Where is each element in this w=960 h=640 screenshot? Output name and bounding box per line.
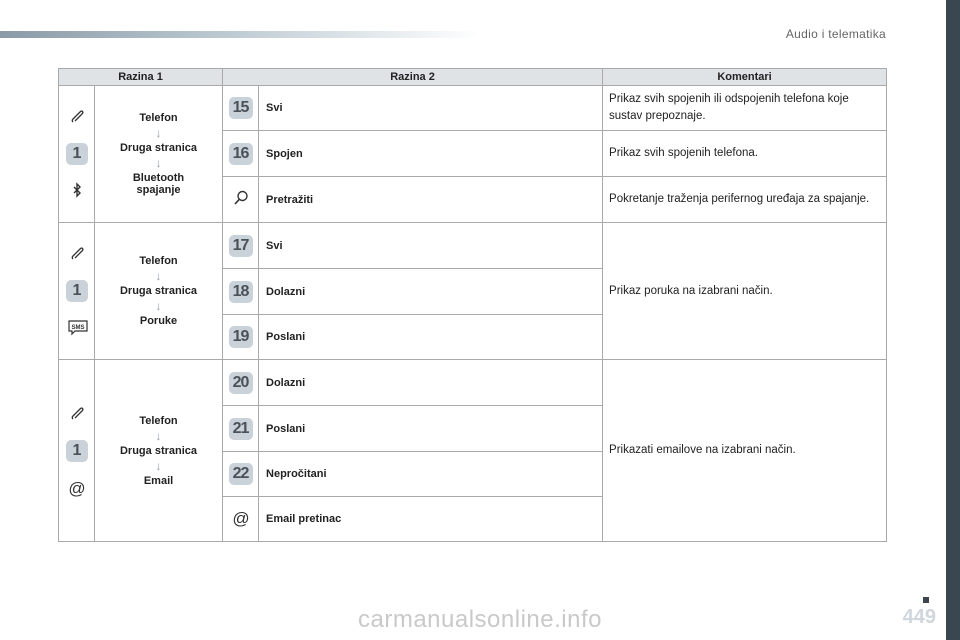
comment: Prikaz svih spojenih telefona. bbox=[603, 131, 887, 177]
level2-number bbox=[223, 315, 259, 360]
level2-number bbox=[223, 360, 259, 406]
nav-item: Telefon bbox=[139, 112, 178, 124]
level1-icons bbox=[59, 86, 95, 223]
nav-item: Druga stranica bbox=[119, 142, 198, 154]
search-icon bbox=[231, 188, 251, 208]
table-row bbox=[59, 223, 887, 269]
arrow-down-icon: ↓ bbox=[155, 299, 162, 313]
nav-item: Email bbox=[143, 474, 174, 487]
page-marker bbox=[923, 597, 929, 603]
watermark: carmanualsonline.info bbox=[358, 606, 602, 633]
svg-text:@: @ bbox=[231, 508, 250, 528]
level2-label: Poslani bbox=[259, 406, 603, 452]
nav-item: Druga stranica bbox=[119, 285, 198, 297]
level2-number bbox=[223, 86, 259, 131]
bluetooth-icon bbox=[67, 181, 87, 201]
level1-nav bbox=[95, 86, 223, 223]
column-header: Razina 1 bbox=[59, 69, 223, 86]
badge-15: 15 bbox=[229, 97, 253, 119]
level2-number bbox=[223, 406, 259, 452]
nav-item: Poruke bbox=[139, 315, 178, 327]
phone-icon bbox=[67, 107, 87, 127]
column-header: Razina 2 bbox=[223, 69, 603, 86]
table-header-row bbox=[59, 69, 887, 86]
page-number: 449 bbox=[902, 606, 936, 628]
level2-number bbox=[223, 131, 259, 177]
level1-icons bbox=[59, 360, 95, 542]
level2-label: Dolazni bbox=[259, 360, 603, 406]
level2-label: Nepročitani bbox=[259, 452, 603, 497]
badge-16: 16 bbox=[229, 143, 253, 165]
arrow-down-icon: ↓ bbox=[155, 126, 162, 140]
level2-label: Svi bbox=[259, 86, 603, 131]
svg-text:SMS: SMS bbox=[70, 325, 85, 331]
badge-19: 19 bbox=[229, 326, 253, 348]
level2-label: Pretražiti bbox=[259, 177, 603, 223]
badge-18: 18 bbox=[229, 281, 253, 303]
level2-number bbox=[223, 452, 259, 497]
sms-icon bbox=[67, 318, 87, 338]
svg-text:@: @ bbox=[67, 478, 86, 498]
header-bar bbox=[0, 31, 480, 38]
level1-nav bbox=[95, 223, 223, 360]
level2-icon-cell bbox=[223, 177, 259, 223]
comment: Prikazati emailove na izabrani način. bbox=[603, 360, 887, 542]
badge-1: 1 bbox=[66, 440, 88, 462]
arrow-down-icon: ↓ bbox=[155, 156, 162, 170]
side-band bbox=[946, 0, 960, 640]
level2-label: Svi bbox=[259, 223, 603, 269]
at-icon bbox=[67, 478, 87, 498]
badge-22: 22 bbox=[229, 463, 253, 485]
level2-label: Poslani bbox=[259, 315, 603, 360]
badge-1: 1 bbox=[66, 143, 88, 165]
level2-label: Dolazni bbox=[259, 269, 603, 315]
level2-icon-cell bbox=[223, 497, 259, 542]
nav-item: Telefon bbox=[139, 414, 178, 427]
comment: Prikaz poruka na izabrani način. bbox=[603, 223, 887, 360]
level2-label: Email pretinac bbox=[259, 497, 603, 542]
level2-number bbox=[223, 269, 259, 315]
level2-number bbox=[223, 223, 259, 269]
badge-17: 17 bbox=[229, 235, 253, 257]
arrow-down-icon: ↓ bbox=[155, 428, 162, 443]
level1-icons bbox=[59, 223, 95, 360]
table-row bbox=[59, 86, 887, 131]
at-icon bbox=[231, 508, 251, 528]
badge-20: 20 bbox=[229, 372, 253, 394]
arrow-down-icon: ↓ bbox=[155, 458, 162, 473]
comment: Pokretanje traženja perifernog uređaja za spajanje. bbox=[603, 177, 887, 223]
phone-icon bbox=[67, 244, 87, 264]
level1-nav bbox=[95, 360, 223, 542]
comment: Prikaz svih spojenih ili odspojenih telefona koje sustav prepoznaje. bbox=[603, 86, 887, 131]
table-row bbox=[59, 360, 887, 406]
badge-1: 1 bbox=[66, 280, 88, 302]
arrow-down-icon: ↓ bbox=[155, 269, 162, 283]
column-header: Komentari bbox=[603, 69, 887, 86]
phone-icon bbox=[67, 404, 87, 424]
badge-21: 21 bbox=[229, 418, 253, 440]
level2-label: Spojen bbox=[259, 131, 603, 177]
menu-table bbox=[58, 68, 887, 542]
nav-item: Druga stranica bbox=[119, 444, 198, 457]
nav-item: Telefon bbox=[139, 255, 178, 267]
section-title: Audio i telematika bbox=[785, 27, 886, 41]
nav-item: Bluetooth spajanje bbox=[132, 172, 185, 196]
